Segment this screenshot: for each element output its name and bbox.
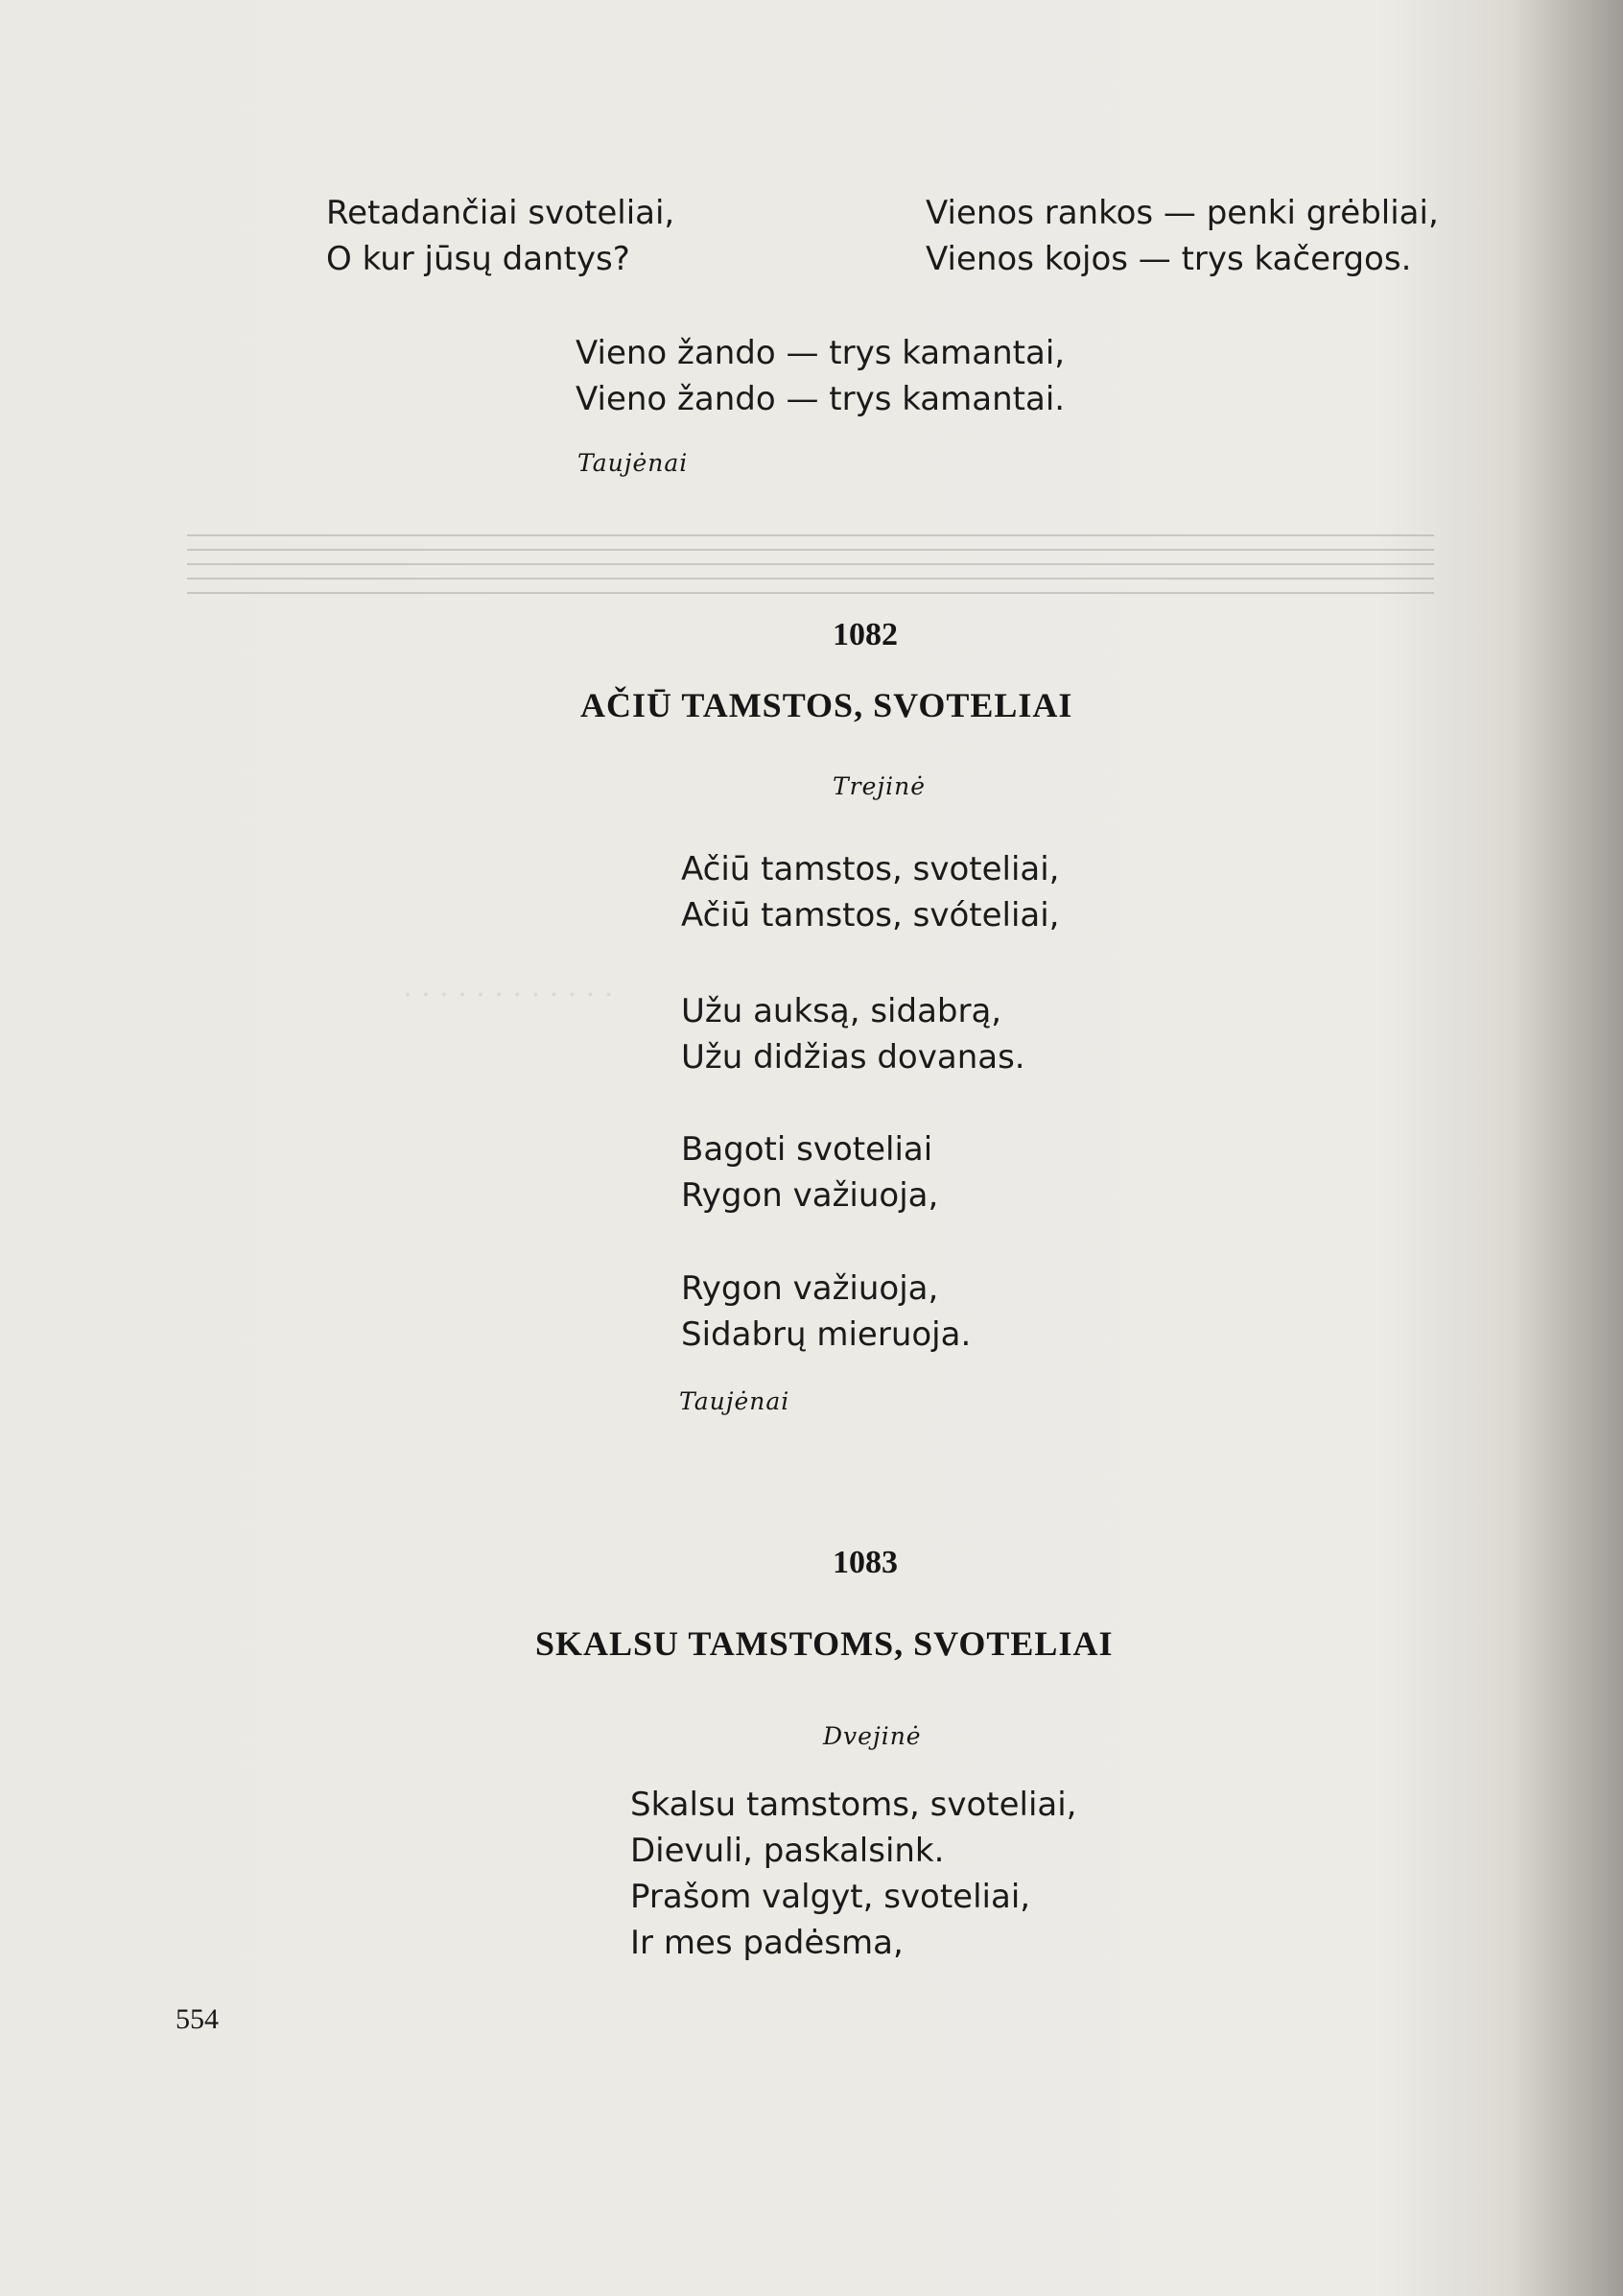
verse-line: O kur jūsų dantys? <box>326 240 630 278</box>
verse-line: Rygon važiuoja, <box>681 1176 939 1215</box>
top-stanza-left <box>326 190 674 282</box>
stanza <box>630 1782 1076 1966</box>
top-stanza-right <box>926 190 1439 282</box>
verse-line: Dievuli, paskalsink. <box>630 1832 945 1870</box>
stanza <box>681 988 1025 1080</box>
verse-line: Vieno žando — trys kamantai, <box>576 334 1066 372</box>
verse-line: Užu auksą, sidabrą, <box>681 992 1002 1030</box>
song-genre: Dvejinė <box>823 1722 922 1750</box>
top-stanza-center <box>576 330 1065 422</box>
place-name: Taujėnai <box>577 449 689 477</box>
song-genre: Trejinė <box>833 772 927 800</box>
verse-line: Retadančiai svoteliai, <box>326 194 675 232</box>
verse-line: Vieno žando — trys kamantai. <box>576 380 1066 418</box>
stanza <box>681 846 1060 938</box>
verse-line: Vienos kojos — trys kačergos. <box>926 240 1412 278</box>
verse-line: Ir mes padėsma, <box>630 1924 904 1962</box>
song-title: SKALSU TAMSTOMS, SVOTELIAI <box>535 1624 1114 1663</box>
song-title: AČIŪ TAMSTOS, SVOTELIAI <box>580 686 1073 724</box>
page-number: 554 <box>176 2003 219 2035</box>
verse-line: Užu didžias dovanas. <box>681 1038 1025 1077</box>
place-name: Taujėnai <box>679 1387 790 1415</box>
bleed-through: · · · · · · · · · · · · <box>403 979 614 1012</box>
verse-line: Ačiū tamstos, svóteliai, <box>681 896 1060 935</box>
verse-line: Prašom valgyt, svoteliai, <box>630 1878 1031 1916</box>
song-number: 1082 <box>833 617 898 652</box>
bleed-through-staff <box>187 526 1434 603</box>
stanza <box>681 1266 971 1358</box>
verse-line: Sidabrų mieruoja. <box>681 1315 972 1354</box>
song-number: 1083 <box>833 1545 898 1580</box>
verse-line: Ačiū tamstos, svoteliai, <box>681 850 1060 888</box>
stanza <box>681 1126 938 1219</box>
verse-line: Bagoti svoteliai <box>681 1130 933 1169</box>
verse-line: Rygon važiuoja, <box>681 1269 939 1308</box>
verse-line: Skalsu tamstoms, svoteliai, <box>630 1786 1077 1824</box>
verse-line: Vienos rankos — penki grėbliai, <box>926 194 1439 232</box>
